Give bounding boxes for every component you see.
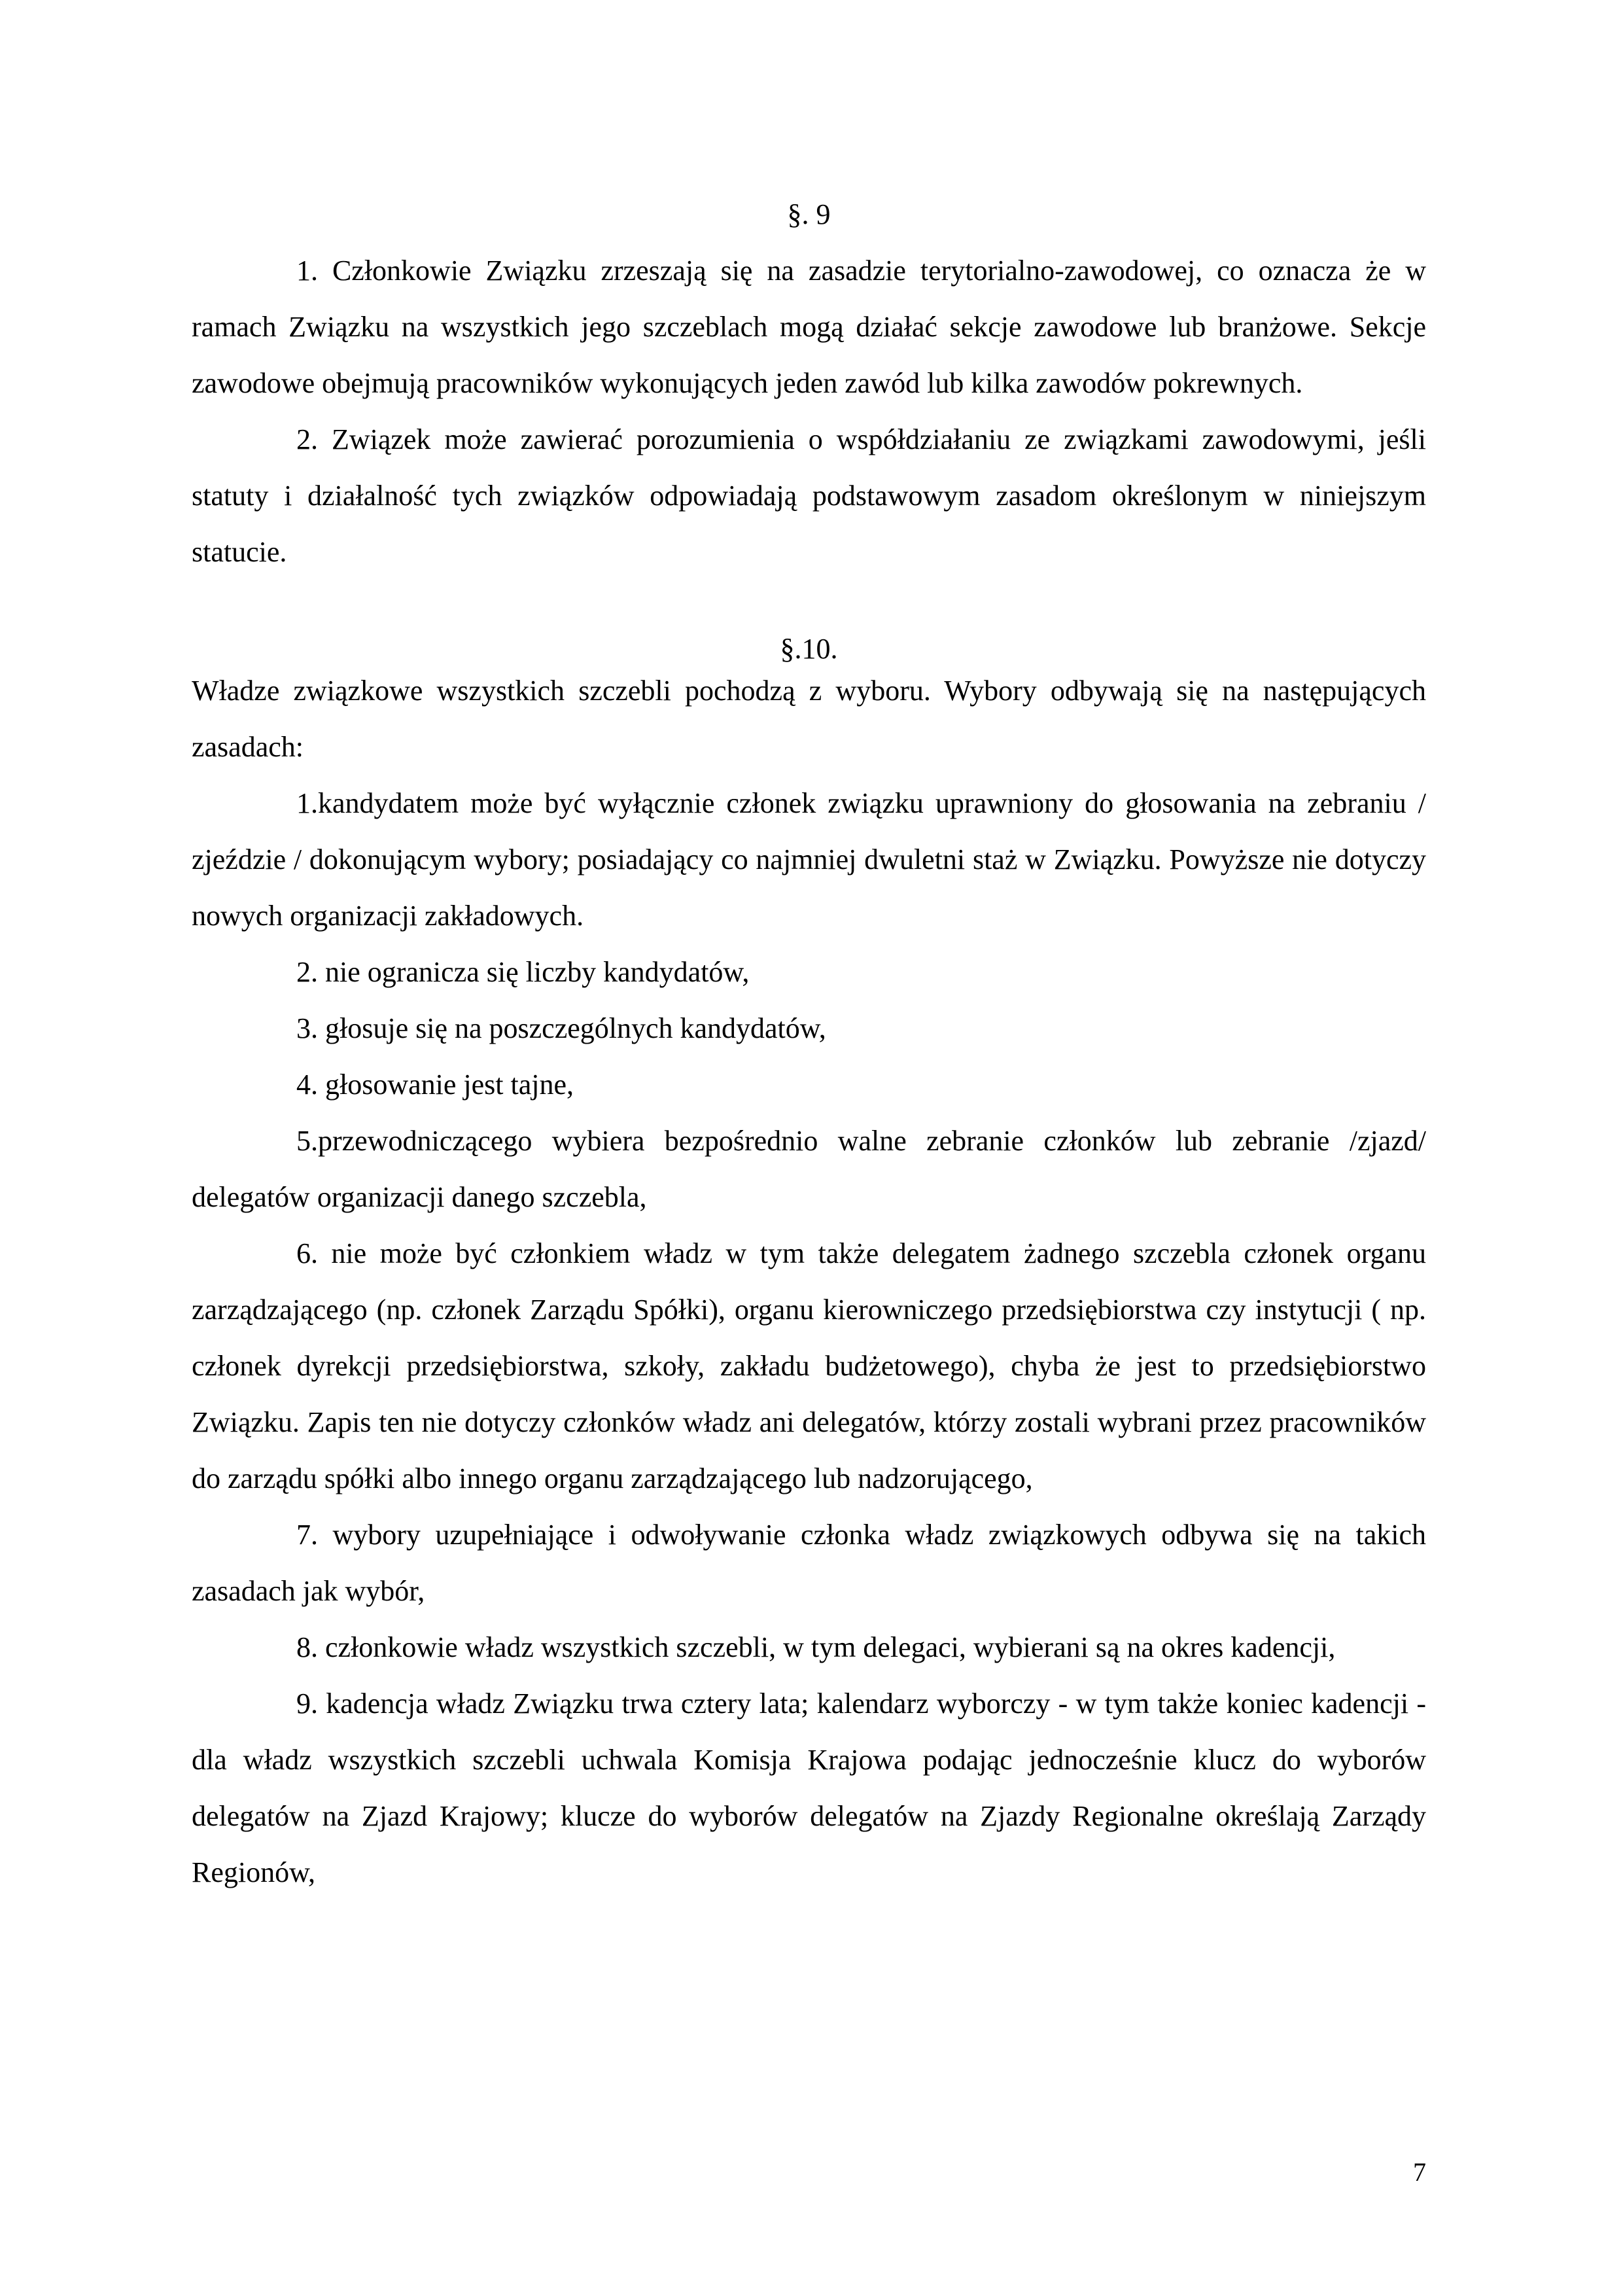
section-10	[192, 635, 1426, 1901]
list-item: 5.przewodniczącego wybiera bezpośrednio walne zebranie członków lub zebranie /zjazd/ delegatów organizacji danego szczebla,	[192, 1125, 1426, 1213]
list-item: 1.kandydatem może być wyłącznie członek związku uprawniony do głosowania na zebraniu / zjeździe / dokonującym wybory; posiadający co najmniej dwuletni staż w Związku. Powyższe nie dotyczy nowych organizacji zakładowych.	[192, 787, 1426, 932]
document-page	[192, 186, 1426, 1901]
list-item: 6. nie może być członkiem władz w tym także delegatem żadnego szczebla członek organu zarządzającego (np. członek Zarządu Spółki), organu kierowniczego przedsiębiorstwa czy instytucji ( np. członek dyrekcji przedsiębiorstwa, szkoły, zakładu budżetowego), chyba że jest to przedsiębiorstwo Związku. Zapis ten nie dotyczy członków władz ani delegatów, którzy zostali wybrani przez pracowników do zarządu spółki albo innego organu zarządzającego lub nadzorującego,	[192, 1237, 1426, 1494]
section-spacer	[192, 580, 1426, 635]
list-item: 9. kadencja władz Związku trwa cztery lata; kalendarz wyborczy - w tym także koniec kadencji - dla władz wszystkich szczebli uchwala Komisja Krajowa podając jednocześnie klucz do wyborów delegatów na Zjazd Krajowy; klucze do wyborów delegatów na Zjazdy Regionalne określają Zarządy Regionów,	[192, 1687, 1426, 1888]
section-intro: Władze związkowe wszystkich szczebli pochodzą z wyboru. Wybory odbywają się na następujących zasadach:	[192, 675, 1426, 763]
section-9	[192, 186, 1426, 580]
section-heading: §. 9	[787, 198, 831, 230]
list-item: 7. wybory uzupełniające i odwoływanie członka władz związkowych odbywa się na takich zasadach jak wybór,	[192, 1519, 1426, 1607]
list-item: 2. nie ogranicza się liczby kandydatów,	[296, 956, 750, 988]
paragraph: 2. Związek może zawierać porozumienia o współdziałaniu ze związkami zawodowymi, jeśli statuty i działalność tych związków odpowiadają podstawowym zasadom określonym w niniejszym statucie.	[192, 423, 1426, 568]
list-item: 4. głosowanie jest tajne,	[296, 1069, 574, 1101]
section-heading: §.10.	[780, 633, 838, 665]
list-item: 8. członkowie władz wszystkich szczebli, w tym delegaci, wybierani są na okres kadencji,	[296, 1631, 1336, 1663]
list-item: 3. głosuje się na poszczególnych kandydatów,	[296, 1012, 826, 1044]
paragraph: 1. Członkowie Związku zrzeszają się na zasadzie terytorialno-zawodowej, co oznacza że w ramach Związku na wszystkich jego szczeblach mogą działać sekcje zawodowe lub branżowe. Sekcje zawodowe obejmują pracowników wykonujących jeden zawód lub kilka zawodów pokrewnych.	[192, 255, 1426, 399]
page-number: 7	[1413, 2157, 1426, 2187]
